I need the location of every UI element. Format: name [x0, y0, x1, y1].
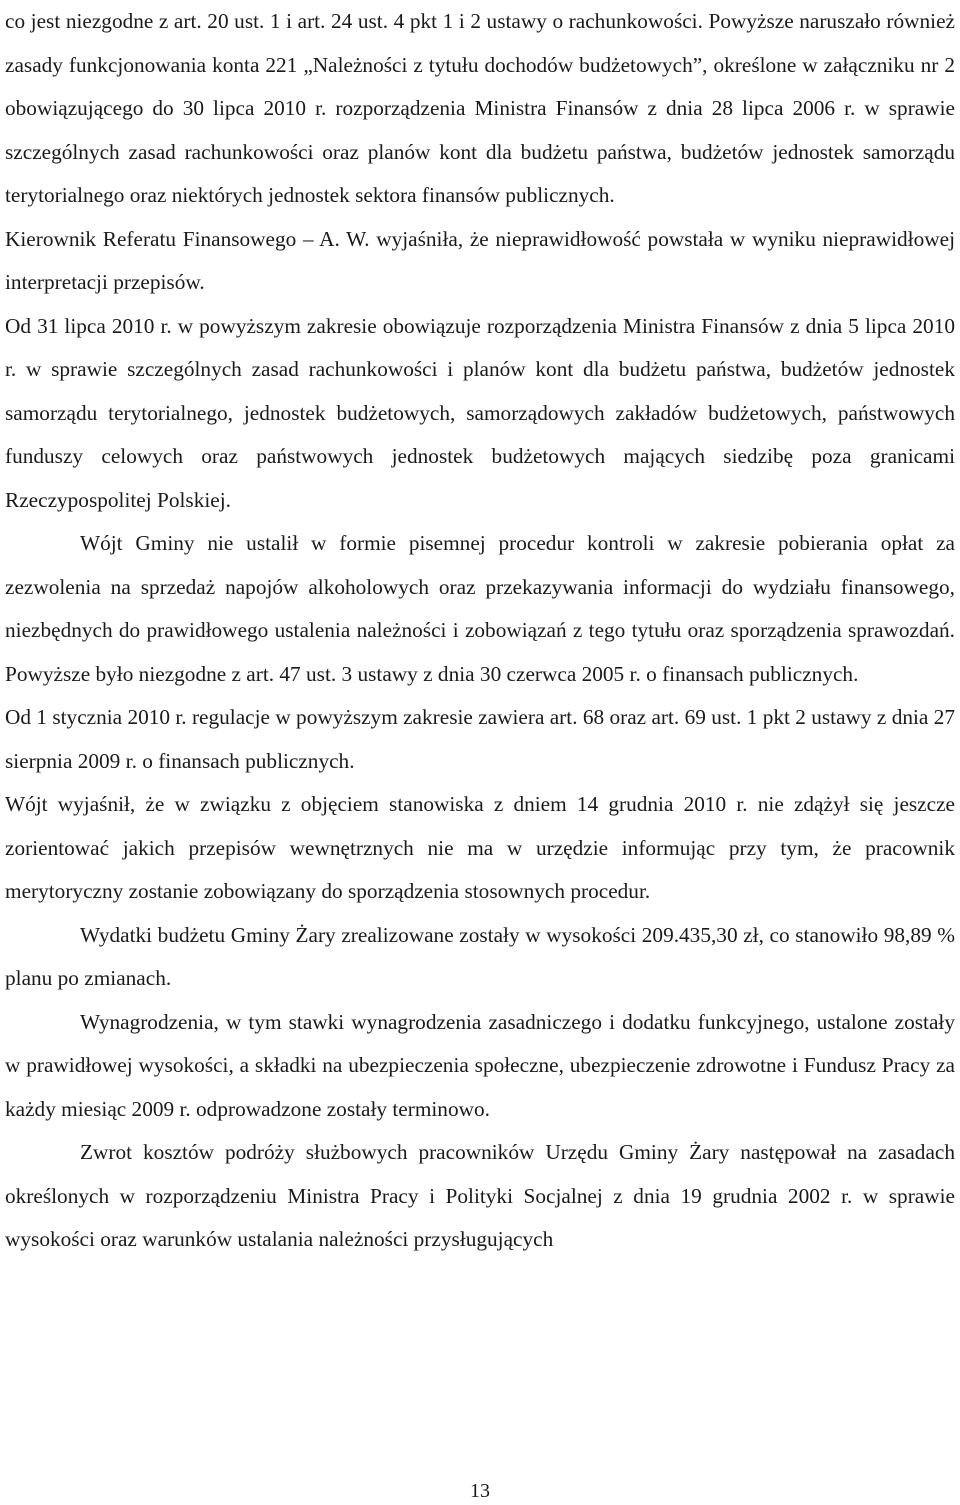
paragraph-account-221: co jest niezgodne z art. 20 ust. 1 i art. 24 ust. 4 pkt 1 i 2 ustawy o rachunkowości. Powyższe naruszało również zasady funkcjonowania konta 221 „Należności z tytułu dochodów budżetowych”, określone w załączniku nr 2 obowiązującego do 30 lipca 2010 r. rozporządzenia Ministra Finansów z dnia 28 lipca 2006 r. w sprawie szczególnych zasad rachunkowości oraz planów kont dla budżetu państwa, budżetów jednostek samorządu terytorialnego oraz niektórych jednostek sektora finansów publicznych.: [5, 9, 955, 207]
paragraph-explanation-head-of-finance: Kierownik Referatu Finansowego – A. W. wyjaśniła, że nieprawidłowość powstała w wyniku nieprawidłowej interpretacji przepisów.: [5, 226, 955, 294]
paragraph-regulation-2010: Od 31 lipca 2010 r. w powyższym zakresie obowiązuje rozporządzenia Ministra Finansów z dnia 5 lipca 2010 r. w sprawie szczególnych zasad rachunkowości i planów kont dla budżetu państwa, budżetów jednostek samorządu terytorialnego, jednostek budżetowych, samorządowych zakładów budżetowych, państwowych funduszy celowych oraz państwowych jednostek budżetowych mających siedzibę poza granicami Rzeczypospolitej Polskiej.: [5, 313, 955, 512]
paragraph-regulation-2010-public-finance: Od 1 stycznia 2010 r. regulacje w powyższym zakresie zawiera art. 68 oraz art. 69 ust. 1 pkt 2 ustawy z dnia 27 sierpnia 2009 r. o finansach publicznych.: [5, 705, 955, 773]
paragraph-control-procedures: Wójt Gminy nie ustalił w formie pisemnej procedur kontroli w zakresie pobierania opłat za zezwolenia na sprzedaż napojów alkoholowych oraz przekazywania informacji do wydziału finansowego, niezbędnych do prawidłowego ustalenia należności i zobowiązań z tego tytułu oraz sporządzenia sprawozdań. Powyższe było niezgodne z art. 47 ust. 3 ustawy z dnia 30 czerwca 2005 r. o finansach publicznych.: [5, 531, 955, 686]
document-page: [5, 0, 955, 1262]
paragraph-budget-expenditures: Wydatki budżetu Gminy Żary zrealizowane zostały w wysokości 209.435,30 zł, co stanowiło 98,89 % planu po zmianach.: [5, 922, 955, 990]
paragraph-salaries: Wynagrodzenia, w tym stawki wynagrodzenia zasadniczego i dodatku funkcyjnego, ustalone zostały w prawidłowej wysokości, a składki na ubezpieczenia społeczne, ubezpieczenie zdrowotne i Fundusz Pracy za każdy miesiąc 2009 r. odprowadzone zostały terminowo.: [5, 1009, 955, 1121]
paragraph-travel-costs: Zwrot kosztów podróży służbowych pracowników Urzędu Gminy Żary następował na zasadach określonych w rozporządzeniu Ministra Pracy i Polityki Socjalnej z dnia 19 grudnia 2002 r. w sprawie wysokości oraz warunków ustalania należności przysługujących: [5, 1140, 955, 1251]
page-number: 13: [470, 1480, 490, 1502]
paragraph-wojt-explanation: Wójt wyjaśnił, że w związku z objęciem stanowiska z dniem 14 grudnia 2010 r. nie zdążył się jeszcze zorientować jakich przepisów wewnętrznych nie ma w urzędzie informując przy tym, że pracownik merytoryczny zostanie zobowiązany do sporządzenia stosownych procedur.: [5, 792, 955, 903]
